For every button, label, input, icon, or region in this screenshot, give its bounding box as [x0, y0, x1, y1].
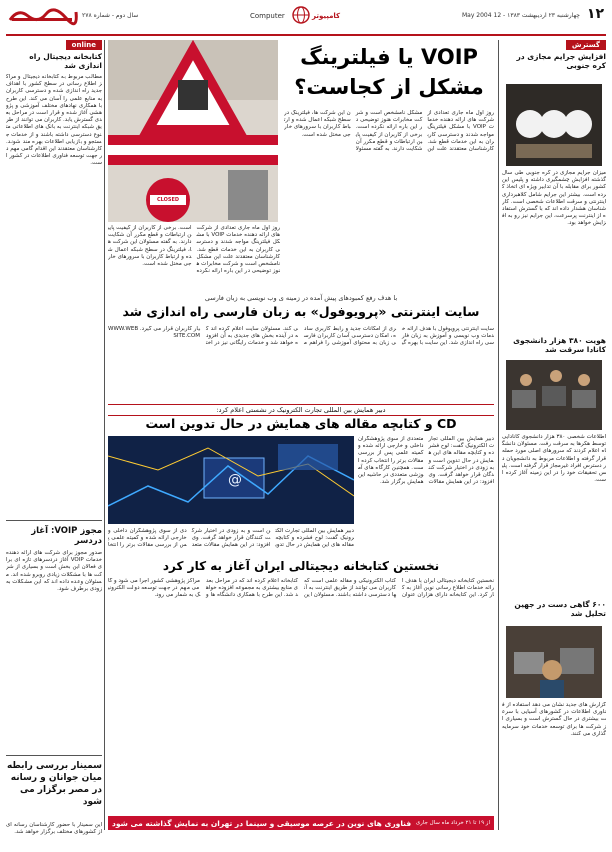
voip-sidebar-body: صدور مجوز برای شرکت های ارائه دهنده خدمات VOIP آغاز دردسرهای تازه ای برای فعالان این بخش است و بسیاری از شرکت ها با مشکلات زیادی روبرو شده اند. مسئولان وعده داده اند که این مشکلات به زودی برطرف شود. [6, 550, 102, 593]
right-body1: میزان جرایم مجازی در کره جنوبی طی سال گذشته افزایش چشمگیری داشته و پلیس این کشور برای مقابله با آن تدابیر ویژه ای اتخاذ کرده است. بیشتر این جرایم شامل کلاهبرداری اینترنتی و سرقت اطلاعات شخصی است. کارشناسان هشدار داده اند که با گسترش استفاده از اینترنت پرسرعت، این جرایم نیز رو به افزایش خواهد بود. [502, 170, 606, 227]
students-photo [506, 360, 602, 430]
date-line: چهارشنبه ۲۳ اردیبهشت ۱۳۸۳ - 12 May 2004 [461, 12, 580, 19]
office-photo [506, 626, 602, 698]
right-title3: ۶۰۰ گاهی دست در جهین تحلیل شد [514, 600, 606, 618]
bottom-banner [108, 816, 494, 830]
cd-body-lower: دبیر همایش بین المللی تجارت الکترونیک گفت: لوح فشرده و کتابچه مقاله های این همایش در حال تدوین است و به زودی در اختیار شرکت کنندگان قرار خواهد گرفت. وی افزود: در این همایش مقالات متعددی از سوی پژوهشگران داخلی و خارجی ارائه شده و کمیته علمی پس از بررسی مقالات برتر را انتخا [108, 528, 354, 549]
voip-headline-line2: مشکل از کجاست؟ [294, 75, 484, 99]
page-header [0, 0, 612, 34]
header-rule [6, 34, 606, 36]
right-body3: گزارش های جدید نشان می دهد استفاده از فناوری اطلاعات در کشورهای آسیایی با سرعت بیشتری در حال گسترش است و بسیاری از شرکت ها برای توسعه خدمات خود سرمایه گذاری می کنند. [502, 702, 606, 737]
divider [6, 520, 102, 521]
voip-body-lower: روز اول ماه جاری تعدادی از شرکت های ارائه دهنده خدمات VOIP با مشکل فیلترینگ مواجه شدند و دسترسی کاربران به این خدمات قطع شد. کارشناسان معتقدند علت این مشکل نامشخص است و شرکت مخابرات هنوز توضیحی در این باره ارائه نکرده است. برخی از کاربران از کیفیت پایین ارتباطات و قطع مکرر آن شکایت دارند. به گفته مسئولان این شرکت ها، فیلترینگ در سطح شبکه اعمال شده و ارتباط کاربران با سرورهای خارجی مختل شده است. [108, 225, 280, 275]
newspaper-logo [6, 4, 78, 26]
persian-kicker: با هدف رفع کمبودهای پیش آمده در زمینه ی وب نویسی به زبان فارسی [204, 294, 398, 302]
section-en: Computer [250, 12, 285, 20]
bottom-headline: فناوری های نوین در عرصه موسیقی و سینما در تهران به نمایش گذاشته می شود [112, 818, 412, 828]
section-fa: کامپیوتر [312, 12, 341, 20]
right-title2: هویت ۳۸۰ هزار دانشجوی کانادا سرقت شد [513, 336, 606, 354]
left-sidebar [6, 40, 102, 840]
right-tag: گسترش [566, 40, 606, 50]
library-body: نخستین کتابخانه دیجیتالی ایران با هدف ارائه خدمات اطلاع رسانی نوین آغاز به کار کرد. این کتابخانه دارای هزاران عنوان کتاب الکترونیکی و مقاله علمی است که کاربران می توانند از طریق اینترنت به آنها دسترسی داشته باشند. مسئولان این کتابخانه اعلام کرده اند که در مراحل بعدی منابع بیشتری به مجموعه افزوده خواهد شد. این طرح با همکاری دانشگاه ها و مراکز پژوهشی کشور اجرا می شود و گامی مهم در جهت توسعه دولت الکترونیک به شمار می رود. [108, 578, 494, 599]
library-headline: نخستین کتابخانه دیجیتالی ایران آغاز به کار کرد [162, 559, 440, 573]
globe-icon [292, 6, 310, 28]
sidebar-body: مطالب مربوط به کتابخانه دیجیتال و مراکز اطلاع رسانی در سطح کشور با اهداف جدید راه اندازی شده و دسترسی کاربران به منابع علمی را آسان می کند. این طرح با همکاری نهادهای مختلف آموزشی و پژوهشی آغاز شده و قرار است در مراحل بعدی گسترش یابد. کاربران می توانند از طریق شبکه اینترنت به بانک های اطلاعاتی متنوع دسترسی داشته باشند و از خدمات جستجو و بازیابی اطلاعات بهره مند شوند. کارشناسان معتقدند این اقدام گامی مهم در جهت توسعه فناوری اطلاعات در کشور است. [6, 74, 102, 167]
voip-body: روز اول ماه جاری تعدادی از شرکت های ارائه دهنده خدمات VOIP با مشکل فیلترینگ مواجه شدند و دسترسی کاربران به این خدمات قطع شد. کارشناسان معتقدند علت این مشکل نامشخص است و شرکت مخابرات هنوز توضیحی در این باره ارائه نکرده است. برخی از کاربران از کیفیت پایین ارتباطات و قطع مکرر آن شکایت دارند. به گفته مسئولان این شرکت ها، فیلترینگ در سطح شبکه اعمال شده و ارتباط کاربران با سرورهای خارجی مختل شده است. [284, 110, 494, 153]
column-rule [498, 40, 499, 830]
issue-line: سال دوم - شماره ۲۷۸ [82, 12, 139, 19]
email-graphic [108, 436, 354, 524]
closed-sign-text: CLOSED [156, 197, 180, 203]
cd-body: دبیر همایش بین المللی تجارت الکترونیک گفت: لوح فشرده و کتابچه مقاله های این همایش در حال تدوین است و به زودی در اختیار شرکت کنندگان قرار خواهد گرفت. وی افزود: در این همایش مقالات متعددی از سوی پژوهشگران داخلی و خارجی ارائه شده و کمیته علمی پس از بررسی مقالات برتر را انتخاب کرده است. همچنین کارگاه های آموزشی متعددی در حاشیه این همایش برگزار شد. [358, 436, 494, 486]
right-sidebar [502, 40, 606, 840]
seminar-body: این سمینار با حضور کارشناسان رسانه ای از کشورهای مختلف برگزار خواهد شد. [6, 822, 102, 836]
korea-photo [506, 84, 602, 166]
online-tag: online [66, 40, 102, 50]
page-number: ۱۲ [586, 6, 604, 22]
section-label [250, 6, 370, 24]
svg-text:@: @ [228, 472, 242, 488]
cd-headline: CD و کتابچه مقاله های همایش در حال تدوین است [145, 416, 457, 431]
right-body2: اطلاعات شخصی ۳۸۰ هزار دانشجوی کانادایی توسط هکرها به سرقت رفت. مسئولان دانشگاه اعلام کردند که سرورهای اصلی مورد حمله قرار گرفته و اطلاعات مربوط به دانشجویان در دسترس افراد غیرمجاز قرار گرفته است. پلیس تحقیقات خود را در این زمینه آغاز کرده است. [502, 434, 606, 484]
right-title1: افزایش جرایم مجازی در کره جنوبی [516, 52, 606, 70]
voip-headline-line1: VOIP یا فیلترینگ [300, 45, 478, 69]
sidebar-title: کتابخانه دیجیتال راه اندازی شد [29, 52, 102, 70]
seminar-title: سمینار بررسی رابطه میان جوانان و رسانه در مصر برگزار می شود [6, 761, 102, 807]
persian-headline: سایت اینترنتی «پرویوفول» به زبان فارسی راه اندازی شد [122, 304, 480, 319]
cd-kicker: دبیر همایش بین المللی تجارت الکترونیک در نشستی اعلام کرد: [108, 404, 494, 416]
roadwork-photo [108, 40, 278, 222]
column-rule [104, 40, 105, 830]
bottom-kicker: از ۱۹ تا ۲۱ خرداد ماه سال جاری [415, 820, 490, 826]
divider [6, 755, 102, 756]
persian-body: سایت اینترنتی پرویوفول با هدف ارائه خدمات وب نویسی و آموزش به زبان فارسی راه اندازی شد. این سایت با بهره گیری از امکانات جدید و رابط کاربری ساده، امکان دسترسی آسان کاربران فارسی زبان به محتوای آموزشی را فراهم می کند. مسئولان سایت اعلام کرده اند که در آینده بخش های جدیدی به آن افزوده خواهد شد و خدمات رایگانی نیز در اختیار کاربران قرار می گیرد. WWW.WEBSITE.COM [108, 326, 494, 347]
voip-sidebar-title: مجوز VOIP: آغاز دردسر [31, 526, 102, 546]
